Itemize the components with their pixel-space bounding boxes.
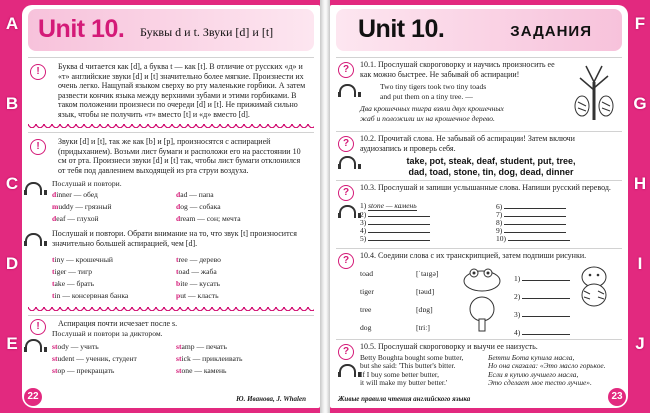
tongue-twister-en: Two tiny tigers took two tiny toads and put them on a tiny tree. — [380, 82, 487, 101]
answer-line-8: 8) [496, 217, 566, 227]
tigers-tree-illustration [572, 60, 616, 122]
unit-header [28, 9, 314, 51]
answer-line-1: 1) stone — камень [360, 201, 417, 210]
exclamation-icon: ! [30, 139, 46, 155]
task-10-5 [336, 339, 622, 392]
word-item: dream — сон; мечта [176, 214, 241, 223]
rail-letter: D [5, 254, 19, 273]
match-word: toad [360, 269, 374, 278]
alphabet-rail-right [628, 0, 650, 413]
tasks-header [336, 9, 622, 51]
page-number: 23 [608, 388, 626, 406]
toad-illustration [460, 263, 504, 293]
unit-title: Unit 10. [38, 15, 125, 43]
answer-line-2: 2) [360, 209, 430, 219]
word-item: stone — камень [176, 366, 227, 375]
answer-line-7: 7) [496, 209, 566, 219]
answer-line-5: 5) [360, 233, 430, 243]
listen-instruction: Послушай и повтори. [52, 179, 122, 188]
rail-letter: F [634, 14, 646, 33]
tongue-twister-ru-2: Бетти Бота купила масла, Но она сказала: «Это масло горькое. Если я куплю лучшего масла, Это сделает мое тесто лучше». [488, 353, 606, 388]
left-page [22, 5, 320, 408]
word-item: muddy — грязный [52, 202, 112, 211]
answer-line-4: 4) [360, 225, 430, 235]
page-footer: Живые правила чтения английского языка [338, 395, 471, 403]
answer-line-6: 6) [496, 201, 566, 211]
task-text: 10.5. Прослушай скороговорку и выучи ее наизусть. [360, 342, 538, 351]
drawing-label-3: 3) [514, 309, 570, 319]
rail-letter: I [637, 254, 643, 273]
listen-instruction-2: Послушай и повтори. Обрати внимание на то, что звук [t] произносится значительно большей аспирацией, чем [d]. [52, 229, 297, 248]
question-icon: ? [338, 136, 354, 152]
word-item: tree — дерево [176, 255, 221, 264]
word-item: dad — папа [176, 190, 214, 199]
rail-letter: H [633, 174, 647, 193]
question-icon: ? [338, 185, 354, 201]
intro-text: Буква d читается как [d], а буква t — как [t]. В отличие от русских «д» и «т» английские звуки [d] и [t] значительно более мягкие. Произнести их очень легко. Нащупай языком сверху во рту маленькие горбики. А затем развести кончик языка между верхними зубами и этими горбиками. В таком положении произнеси по очереди [d] и [t]. Не прижимай сильно язык, чтобы не получить «т» вместо [t] и «д» вместо [d]. [58, 62, 306, 119]
answer-line-10: 10) [496, 233, 570, 243]
wave-divider [28, 124, 314, 130]
word-item: stamp — печать [176, 342, 227, 351]
headphones-icon [25, 182, 42, 195]
tongue-twister-ru: Два крошечных тигра взяли двух крошечных жаб и положили их на крошечное дерево. [360, 104, 504, 123]
transcription: [ˈtaɪgə] [416, 269, 439, 278]
rail-letter: B [5, 94, 19, 113]
listen-instruction-3: Послушай и повтори за диктором. [52, 329, 163, 338]
word-item: tiny — крошечный [52, 255, 113, 264]
rail-letter: C [5, 174, 19, 193]
match-word: tree [360, 305, 372, 314]
transcription: [təud] [416, 287, 435, 296]
word-item: toad — жаба [176, 267, 217, 276]
word-item: tiger — тигр [52, 267, 93, 276]
word-list: take, pot, steak, deaf, student, put, tree, dad, toad, stone, tin, dog, dead, dinner [406, 156, 576, 177]
exclamation-icon: ! [30, 64, 46, 80]
drawing-label-4: 4) [514, 327, 570, 337]
headphones-icon [25, 339, 42, 352]
task-text: 10.3. Прослушай и запиши услышанные слова. Напиши русский перевод. [360, 183, 611, 192]
word-item: student — ученик, студент [52, 354, 137, 363]
rail-letter: E [6, 334, 18, 353]
headphones-icon [339, 205, 356, 218]
unit-subtitle: Буквы d и t. Звуки [d] и [t] [140, 25, 274, 39]
task-10-4 [336, 248, 622, 337]
rail-letter: A [5, 14, 19, 33]
word-item: take — брать [52, 279, 95, 288]
answer-line-3: 3) [360, 217, 430, 227]
word-item: dinner — обед [52, 190, 98, 199]
aspiration-block [28, 132, 314, 177]
aspiration-note [28, 315, 314, 332]
question-icon: ? [338, 62, 354, 78]
right-page [330, 5, 628, 408]
transcription: [dɒg] [416, 305, 433, 314]
answer-line-9: 9) [496, 225, 566, 235]
task-10-1 [336, 57, 622, 128]
headphones-icon [339, 156, 356, 169]
word-item: put — класть [176, 291, 219, 300]
unit-title: Unit 10. [358, 15, 445, 43]
wave-divider [28, 307, 314, 313]
intro-block [28, 57, 314, 128]
exclamation-icon: ! [30, 319, 46, 335]
transcription: [triː] [416, 323, 430, 332]
headphones-icon [339, 364, 356, 377]
book-spine [320, 0, 330, 413]
tongue-twister-en-2: Betty Boughta bought some butter, but she said: 'This butter's bitter. If I buy some better butter, it will make my butter better.' [360, 353, 464, 388]
word-item: stody — учить [52, 342, 99, 351]
tiger-illustration [574, 263, 614, 307]
task-text: 10.2. Прочитай слова. Не забывай об аспирации! Затем включи аудиозапись и проверь себя. [360, 134, 575, 153]
aspiration-note-text: Аспирация почти исчезает после s. [58, 319, 178, 328]
word-item: bite — кусать [176, 279, 221, 288]
tasks-title: ЗАДАНИЯ [510, 23, 592, 40]
task-text: 10.1. Прослушай скороговорку и научись произносить ее как можно быстрее. Не забывай об аспирации! [360, 60, 555, 79]
rail-letter: J [635, 334, 645, 353]
task-10-3 [336, 180, 622, 245]
word-item: dog — собака [176, 202, 221, 211]
aspiration-text: Звуки [d] и [t], так же как [b] и [p], произносятся с аспирацией (придыханием). Возьми лист бумаги и расположи его на расстоянии 10 см от рта. Произнеси звуки [d] и [t] так, чтобы лист бумаги отклонился от тебя под давлением выходящей из рта струи воздуха. [58, 137, 301, 175]
question-icon: ? [338, 253, 354, 269]
match-word: dog [360, 323, 372, 332]
task-text: 10.4. Соедини слова с их транскрипцией, затем подпиши рисунки. [360, 251, 587, 260]
drawing-label-1: 1) [514, 273, 570, 283]
word-item: deaf — глухой [52, 214, 99, 223]
word-item: stick — приклеивать [176, 354, 243, 363]
page-footer: Ю. Иванова, J. Whalen [236, 395, 306, 403]
page-number: 22 [24, 388, 42, 406]
match-word: tiger [360, 287, 374, 296]
headphones-icon [339, 84, 356, 97]
rail-letter: G [633, 94, 647, 113]
word-item: tin — консервная банка [52, 291, 129, 300]
headphones-icon [25, 233, 42, 246]
task-10-2 [336, 131, 622, 178]
word-item: stop — прекращать [52, 366, 115, 375]
question-icon: ? [338, 344, 354, 360]
tree-illustration [460, 295, 504, 333]
drawing-label-2: 2) [514, 291, 570, 301]
alphabet-rail-left [0, 0, 22, 413]
